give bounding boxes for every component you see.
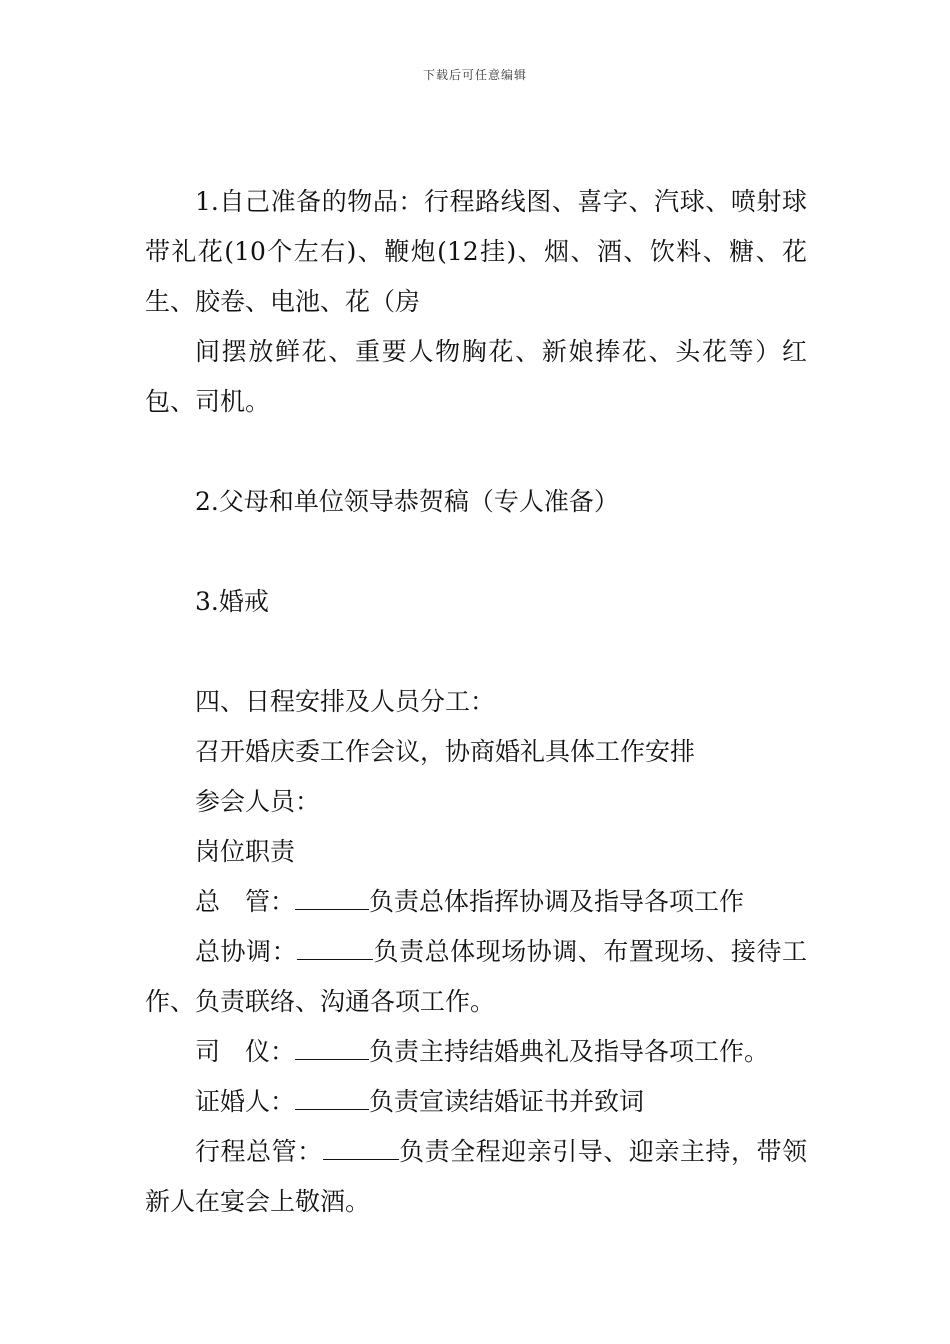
item-2-paragraph: 2.父母和单位领导恭贺稿（专人准备） [195, 487, 619, 516]
role-title: 总协调： [195, 937, 298, 966]
blank-line [297, 937, 373, 960]
blank-line [295, 1037, 369, 1060]
item-1-paragraph: 1.自己准备的物品：行程路线图、喜字、汽球、喷射球带礼花(10个左右)、鞭炮(12挂)、烟、酒、饮料、糖、花生、胶卷、电池、花（房 [145, 187, 807, 316]
role-title: 司 仪： [195, 1037, 296, 1066]
document-body [145, 177, 807, 1227]
blank-line [295, 887, 369, 910]
item-1-continuation: 间摆放鲜花、重要人物胸花、新娘捧花、头花等）红包、司机。 [145, 337, 807, 416]
role-title: 证婚人： [195, 1087, 296, 1116]
role-duty: 负责宣读结婚证书并致词 [369, 1087, 645, 1116]
blank-line [295, 1087, 369, 1110]
role-coordinator [145, 927, 807, 1027]
blank-line [323, 1137, 399, 1160]
duties-title: 岗位职责 [195, 837, 296, 866]
role-title: 行程总管： [195, 1137, 323, 1166]
page-header-note: 下载后可任意编辑 [422, 68, 527, 82]
role-duty: 负责主持结婚典礼及指导各项工作。 [369, 1037, 770, 1066]
role-emcee [145, 1027, 807, 1077]
meeting-line: 召开婚庆委工作会议，协商婚礼具体工作安排 [195, 737, 696, 766]
role-general-manager [145, 877, 807, 927]
section-4-heading: 四、日程安排及人员分工： [195, 687, 496, 716]
role-duty: 负责全程迎亲引导、迎亲主持，带领新人在宴会上敬酒。 [145, 1137, 807, 1216]
role-itinerary-manager [145, 1127, 807, 1227]
attendees-label: 参会人员： [195, 787, 321, 816]
role-duty: 负责总体指挥协调及指导各项工作 [369, 887, 745, 916]
role-duty: 负责总体现场协调、布置现场、接待工作、负责联络、沟通各项工作。 [145, 937, 807, 1016]
role-title: 总 管： [195, 887, 296, 916]
role-witness [145, 1077, 807, 1127]
item-3-paragraph: 3.婚戒 [195, 587, 269, 616]
